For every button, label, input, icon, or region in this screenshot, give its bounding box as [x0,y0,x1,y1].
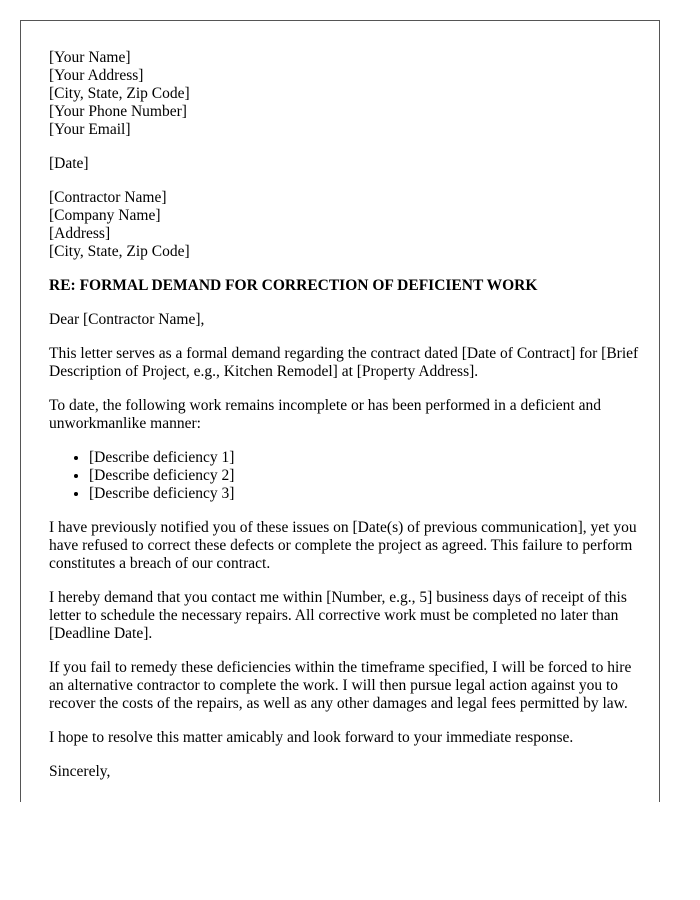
salutation: Dear [Contractor Name], [49,311,205,328]
recipient-address: [Address] [49,225,111,242]
paragraph-prior-notice: I have previously notified you of these issues on [Date(s) of previous communication], yet you have refused to correct these defects or complete the project as agreed. This failure to perform constitutes a breach of our contract. [49,519,637,572]
list-item: • [Describe deficiency 3] [89,485,639,503]
sender-city-state-zip: [City, State, Zip Code] [49,85,190,102]
recipient-company-name: [Company Name] [49,207,161,224]
paragraph-deficiency-intro: To date, the following work remains incomplete or has been performed in a deficient and unworkmanlike manner: [49,397,601,432]
paragraph-demand: I hereby demand that you contact me within [Number, e.g., 5] business days of receipt of this letter to schedule the necessary repairs. All corrective work must be completed no later than [Deadline Date]. [49,589,627,642]
list-item: • [Describe deficiency 1] [89,449,639,467]
letter-content [49,49,639,797]
sender-block [49,49,639,139]
recipient-block [49,189,639,261]
list-item: • [Describe deficiency 2] [89,467,639,485]
sender-email: [Your Email] [49,121,131,138]
sender-phone: [Your Phone Number] [49,103,187,120]
sender-name: [Your Name] [49,49,131,66]
recipient-city-state-zip: [City, State, Zip Code] [49,243,190,260]
recipient-contractor-name: [Contractor Name] [49,189,167,206]
letter-date: [Date] [49,155,89,172]
sender-address: [Your Address] [49,67,144,84]
closing: Sincerely, [49,763,111,780]
paragraph-contract: This letter serves as a formal demand regarding the contract dated [Date of Contract] for [Brief Description of Project, e.g., Kitchen Remodel] at [Property Address]. [49,345,639,380]
paragraph-closing-remark: I hope to resolve this matter amicably and look forward to your immediate response. [49,729,574,746]
letter-page [20,20,660,802]
deficiency-list [49,449,639,503]
paragraph-consequences: If you fail to remedy these deficiencies within the timeframe specified, I will be forced to hire an alternative contractor to complete the work. I will then pursue legal action against you to recover the costs of the repairs, as well as any other damages and legal fees permitted by law. [49,659,632,712]
subject-line: RE: FORMAL DEMAND FOR CORRECTION OF DEFICIENT WORK [49,277,538,294]
date-block [49,155,639,173]
